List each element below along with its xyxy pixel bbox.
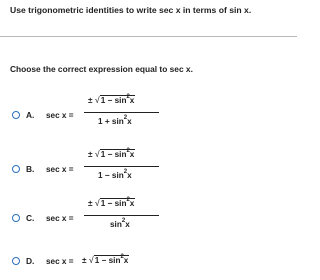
variable: x bbox=[123, 256, 129, 265]
question-sec: sec x bbox=[158, 5, 181, 15]
radicand bbox=[100, 198, 136, 208]
radio-c[interactable] bbox=[12, 214, 20, 222]
pm-sign: ± bbox=[82, 256, 87, 265]
option-b[interactable] bbox=[12, 163, 34, 175]
pm-sign: ± bbox=[88, 150, 93, 159]
option-b-fraction bbox=[84, 149, 164, 189]
option-d-lhs: sec x = bbox=[46, 257, 74, 266]
option-a-letter: A. bbox=[26, 110, 35, 120]
radicand-text: 1 − sin bbox=[100, 96, 127, 105]
sqrt-icon: √ bbox=[94, 149, 100, 159]
option-a-lhs: sec x = bbox=[46, 111, 74, 120]
exponent: 2 bbox=[120, 254, 124, 261]
radicand-text: 1 − sin bbox=[100, 150, 127, 159]
exponent: 2 bbox=[126, 94, 130, 101]
exponent: 2 bbox=[123, 169, 128, 176]
variable: x bbox=[129, 96, 135, 105]
radio-a[interactable] bbox=[12, 111, 20, 119]
radicand bbox=[100, 95, 136, 105]
radio-d[interactable] bbox=[12, 257, 20, 265]
pm-sign: ± bbox=[88, 199, 93, 208]
option-b-lhs: sec x = bbox=[46, 165, 74, 174]
denominator-lead: sin bbox=[110, 220, 122, 229]
sqrt-icon: √ bbox=[94, 95, 100, 105]
option-b-numerator bbox=[88, 149, 135, 159]
variable: x bbox=[125, 220, 130, 229]
denominator-lead: 1 − sin bbox=[98, 171, 124, 180]
exponent: 2 bbox=[123, 115, 128, 122]
variable: x bbox=[129, 150, 135, 159]
option-c-fraction bbox=[84, 198, 164, 238]
radicand bbox=[94, 255, 130, 265]
option-a[interactable] bbox=[12, 109, 34, 121]
variable: x bbox=[129, 199, 135, 208]
option-a-numerator bbox=[88, 95, 135, 105]
option-c-lhs: sec x = bbox=[46, 214, 74, 223]
option-d-letter: D. bbox=[26, 256, 35, 266]
question-pre: Use trigonometric identities to write bbox=[10, 5, 159, 15]
exponent: 2 bbox=[121, 218, 126, 225]
variable: x bbox=[127, 117, 132, 126]
question-end: . bbox=[248, 5, 252, 15]
option-c-letter: C. bbox=[26, 213, 35, 223]
radicand-text: 1 − sin bbox=[100, 199, 127, 208]
question-mid: in terms of bbox=[180, 5, 230, 15]
sqrt-icon: √ bbox=[94, 198, 100, 208]
option-c-denominator bbox=[110, 220, 130, 229]
exponent: 2 bbox=[126, 148, 130, 155]
option-a-fraction bbox=[84, 95, 164, 135]
prompt-text: Choose the correct expression equal to sec x. bbox=[10, 64, 193, 74]
radicand-text: 1 − sin bbox=[94, 256, 121, 265]
fraction-bar bbox=[84, 112, 159, 113]
option-c-numerator bbox=[88, 198, 135, 208]
denominator-lead: 1 + sin bbox=[98, 117, 124, 126]
option-c[interactable] bbox=[12, 212, 34, 224]
fraction-bar bbox=[84, 166, 159, 167]
option-b-denominator bbox=[98, 171, 132, 180]
exponent: 2 bbox=[126, 197, 130, 204]
question-sin: sin x bbox=[229, 5, 249, 15]
radio-b[interactable] bbox=[12, 165, 20, 173]
radicand bbox=[100, 149, 136, 159]
option-b-letter: B. bbox=[26, 164, 35, 174]
fraction-bar bbox=[84, 215, 159, 216]
pm-sign: ± bbox=[88, 96, 93, 105]
option-d[interactable] bbox=[12, 255, 34, 267]
sqrt-icon: √ bbox=[88, 255, 94, 265]
option-a-denominator bbox=[98, 117, 132, 126]
question-text bbox=[10, 5, 251, 15]
variable: x bbox=[127, 171, 132, 180]
option-d-expression bbox=[82, 255, 129, 265]
divider bbox=[0, 36, 297, 37]
